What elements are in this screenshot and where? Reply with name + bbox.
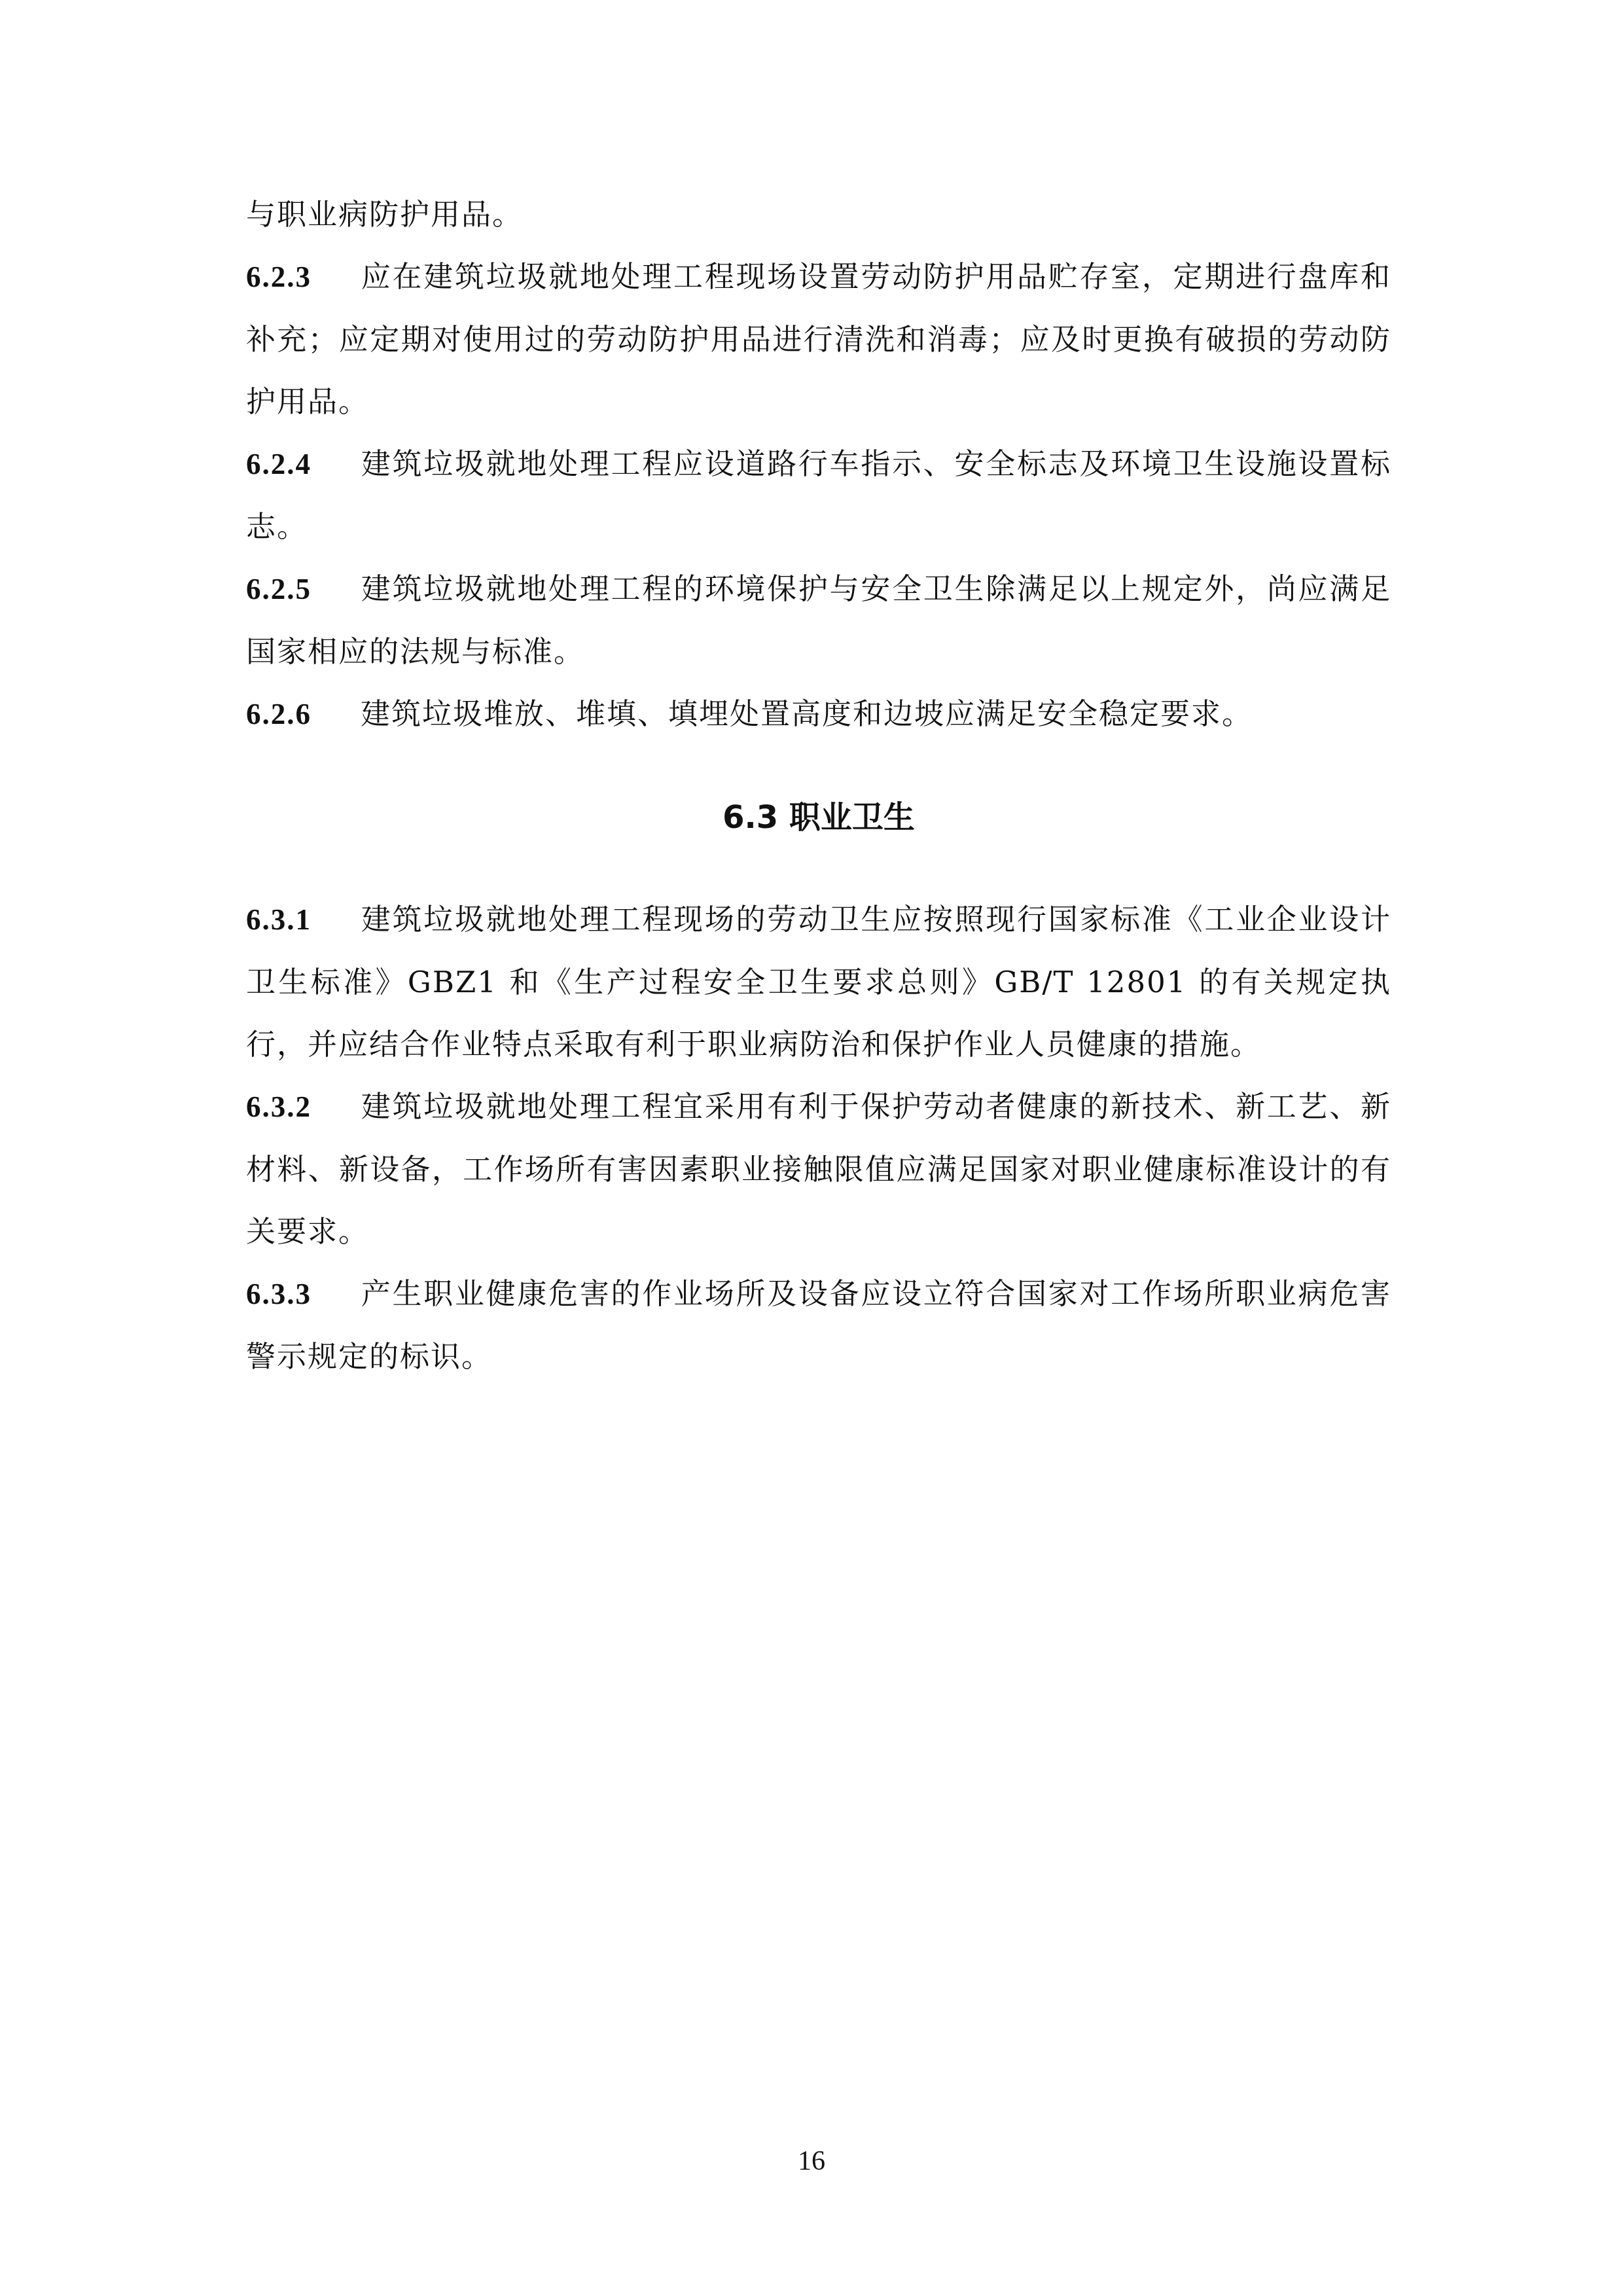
clause-6-2-5 <box>246 558 1391 683</box>
clause-6-3-1 <box>246 888 1391 1075</box>
clause-6-3-3 <box>246 1263 1391 1388</box>
page-number: 16 <box>798 2146 825 2176</box>
clause-number: 6.3.1 <box>246 903 312 936</box>
clause-number: 6.2.5 <box>246 573 312 605</box>
clause-number: 6.2.4 <box>246 448 312 480</box>
clause-text: 产生职业健康危害的作业场所及设备应设立符合国家对工作场所职业病危害警示规定的标识。 <box>246 1276 1391 1374</box>
clause-text: 建筑垃圾就地处理工程宜采用有利于保护劳动者健康的新技术、新工艺、新材料、新设备，工作场所有害因素职业接触限值应满足国家对职业健康标准设计的有关要求。 <box>246 1089 1391 1249</box>
clauses-6-2 <box>246 183 1391 745</box>
clause-text: 建筑垃圾就地处理工程的环境保护与安全卫生除满足以上规定外，尚应满足国家相应的法规与标准。 <box>246 571 1391 669</box>
paragraph-continuation: 与职业病防护用品。 <box>246 197 524 232</box>
clause-6-2-4 <box>246 433 1391 558</box>
clauses-6-3 <box>246 888 1391 1388</box>
clause-6-2-3 <box>246 245 1391 433</box>
clause-number: 6.3.2 <box>246 1090 312 1123</box>
clause-text: 建筑垃圾就地处理工程应设道路行车指示、安全标志及环境卫生设施设置标志。 <box>246 446 1391 544</box>
clause-number: 6.2.6 <box>246 698 312 730</box>
clause-text: 应在建筑垃圾就地处理工程现场设置劳动防护用品贮存室，定期进行盘库和补充；应定期对使用过的劳动防护用品进行清洗和消毒；应及时更换有破损的劳动防护用品。 <box>246 259 1391 419</box>
clause-text: 建筑垃圾堆放、堆填、填埋处置高度和边坡应满足安全稳定要求。 <box>361 696 1253 731</box>
clause-6-3-2 <box>246 1075 1391 1263</box>
clause-text: 建筑垃圾就地处理工程现场的劳动卫生应按照现行国家标准《工业企业设计卫生标准》GBZ1 和《生产过程安全卫生要求总则》GB/T 12801 的有关规定执行，并应结合作业特点采取有利于职业病防治和保护作业人员健康的措施。 <box>246 902 1391 1062</box>
clause-6-2-6 <box>246 683 1391 745</box>
section-title: 6.3 职业卫生 <box>722 799 915 836</box>
clause-number: 6.2.3 <box>246 260 312 293</box>
document-page <box>246 183 1391 1388</box>
clause-number: 6.3.3 <box>246 1278 312 1310</box>
